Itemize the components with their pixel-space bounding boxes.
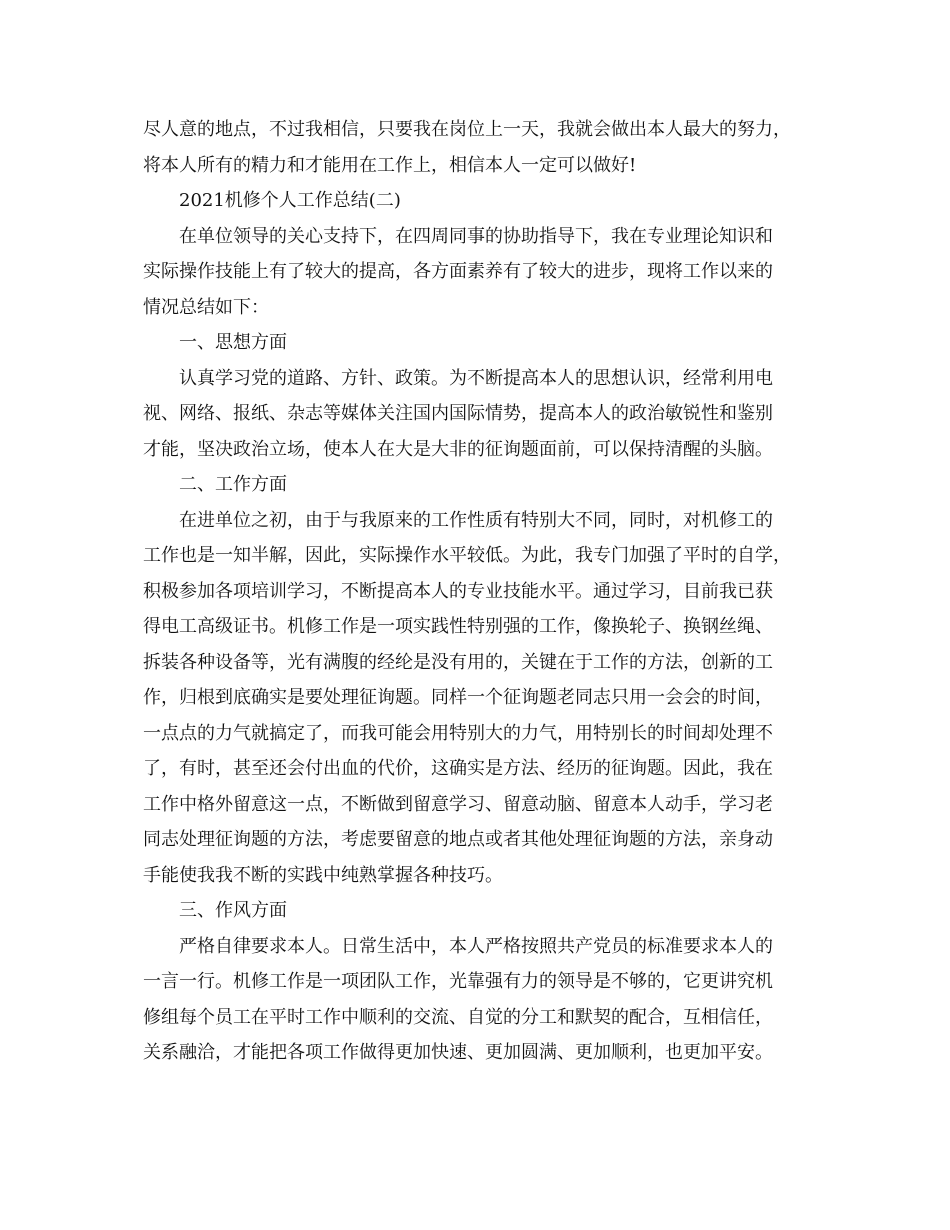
text-line: 一言一行。机修工作是一项团队工作，光靠强有力的领导是不够的，它更讲究机 <box>143 971 773 992</box>
text-line: 才能，坚决政治立场，使本人在大是大非的征询题面前，可以保持清醒的头脑。 <box>143 438 773 460</box>
text-line: 工作中格外留意这一点，不断做到留意学习、留意动脑、留意本人动手，学习老 <box>143 793 773 815</box>
section-heading-thought: 一、思想方面 <box>179 332 287 353</box>
text-line: 尽人意的地点，不过我相信，只要我在岗位上一天，我就会做出本人最大的努力， <box>143 119 791 140</box>
text-line: 了，有时，甚至还会付出血的代价，这确实是方法、经历的征询题。因此，我在 <box>143 758 773 779</box>
text-line: 一点点的力气就搞定了，而我可能会用特别大的力气，用特别长的时间却处理不 <box>143 722 773 744</box>
text-line: 得电工高级证书。机修工作是一项实践性特别强的工作，像换轮子、换钢丝绳、 <box>143 616 773 637</box>
section-title: 2021机修个人工作总结(二) <box>179 190 401 211</box>
paragraph-first-line: 认真学习党的道路、方针、政策。为不断提高本人的思想认识，经常利用电 <box>179 367 773 389</box>
paragraph-first-line: 在进单位之初，由于与我原来的工作性质有特别大不同，同时，对机修工的 <box>179 509 773 531</box>
text-line: 拆装各种设备等，光有满腹的经纶是没有用的，关键在于工作的方法，创新的工 <box>143 651 773 673</box>
text-line: 将本人所有的精力和才能用在工作上，相信本人一定可以做好! <box>143 154 637 176</box>
paragraph-first-line: 在单位领导的关心支持下，在四周同事的协助指导下，我在专业理论知识和 <box>179 225 773 247</box>
paragraph-first-line: 严格自律要求本人。日常生活中，本人严格按照共产党员的标准要求本人的 <box>179 935 773 957</box>
text-line: 作，归根到底确实是要处理征询题。同样一个征询题老同志只用一会会的时间， <box>143 687 773 708</box>
text-line: 工作也是一知半解，因此，实际操作水平较低。为此，我专门加强了平时的自学， <box>143 545 791 566</box>
section-heading-work: 二、工作方面 <box>179 474 287 495</box>
document-body <box>143 112 815 1071</box>
text-line: 修组每个员工在平时工作中顺利的交流、自觉的分工和默契的配合，互相信任， <box>143 1006 773 1028</box>
text-line: 同志处理征询题的方法，考虑要留意的地点或者其他处理征询题的方法，亲身动 <box>143 829 773 850</box>
text-line: 视、网络、报纸、杂志等媒体关注国内国际情势，提高本人的政治敏锐性和鉴别 <box>143 403 773 424</box>
text-line: 情况总结如下： <box>143 296 269 318</box>
text-line: 关系融洽，才能把各项工作做得更加快速、更加圆满、更加顺利，也更加平安。 <box>143 1042 773 1063</box>
section-heading-style: 三、作风方面 <box>179 900 287 921</box>
text-line: 实际操作技能上有了较大的提高，各方面素养有了较大的进步，现将工作以来的 <box>143 261 773 282</box>
text-line: 手能使我我不断的实践中纯熟掌握各种技巧。 <box>143 864 503 886</box>
text-line: 积极参加各项培训学习，不断提高本人的专业技能水平。通过学习，目前我已获 <box>143 580 773 602</box>
